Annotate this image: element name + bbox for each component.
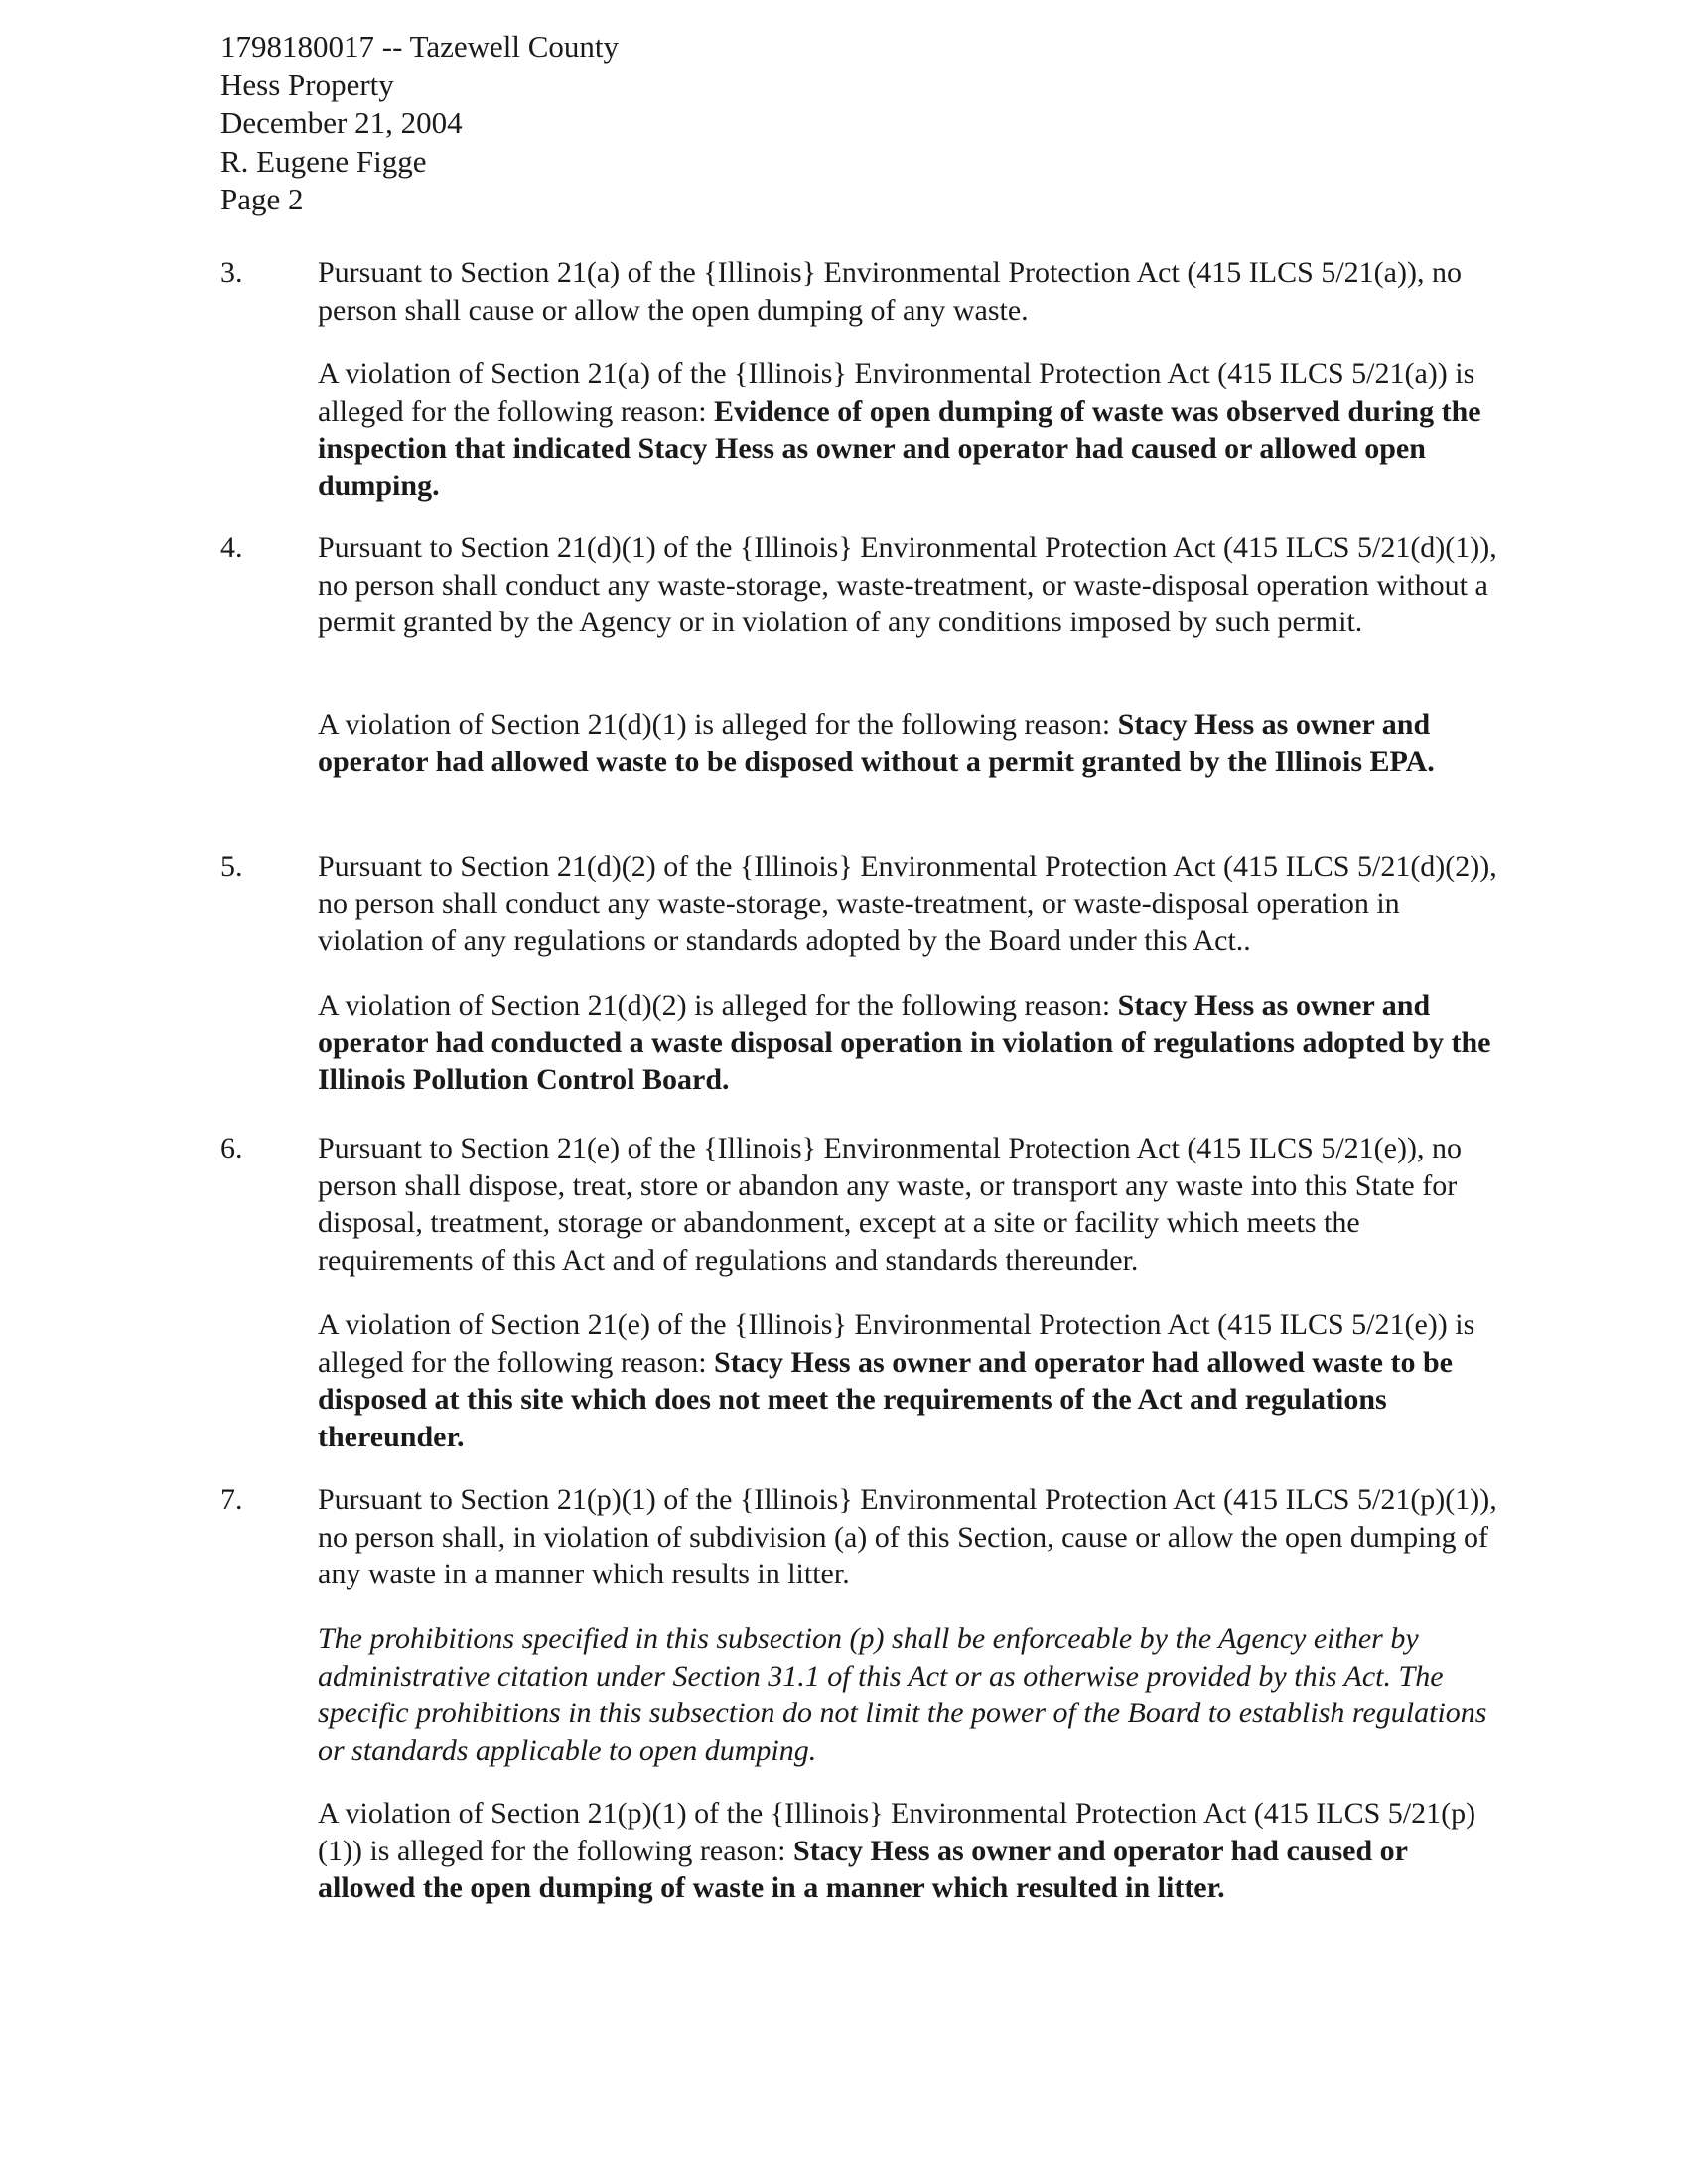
- violation-intro: A violation of Section 21(e) of the {Illinois} Environmental Protection Act (415 ILCS 5/21(e)) is alleged for the following reason:: [318, 1308, 1475, 1379]
- item-number: 4.: [220, 531, 243, 564]
- violation-reason: Stacy Hess as owner and operator had conducted a waste disposal operation in violation of regulations adopted by the Illinois Pollution Control Board.: [318, 989, 1491, 1096]
- italic-note: The prohibitions specified in this subsection (p) shall be enforceable by the Agency either by administrative citation under Section 31.1 of this Act or as otherwise provided by this Act. The specific prohibitions in this subsection do not limit the power of the Board to establish regulations or standards applicable to open dumping.: [318, 1622, 1487, 1767]
- violation-reason: Evidence of open dumping of waste was observed during the inspection that indicated Stacy Hess as owner and operator had caused or allowed open dumping.: [318, 394, 1481, 502]
- header-file-number: 1798180017 -- Tazewell County: [220, 29, 620, 64]
- item-number: 6.: [220, 1132, 243, 1164]
- item-number: 3.: [220, 256, 243, 289]
- violation-paragraph: [318, 355, 1509, 504]
- violation-reason: Stacy Hess as owner and operator had allowed waste to be disposed without a permit granted by the Illinois EPA.: [318, 708, 1435, 778]
- violation-paragraph: [318, 1795, 1509, 1907]
- violation-paragraph: [318, 1306, 1509, 1455]
- violation-paragraph: [318, 706, 1509, 780]
- header-date: December 21, 2004: [220, 105, 463, 140]
- letter-header: [220, 28, 619, 219]
- violation-intro: A violation of Section 21(p)(1) of the {Illinois} Environmental Protection Act (415 ILCS 5/21(p)(1)) is alleged for the following reason:: [318, 1797, 1476, 1867]
- statute-paragraph: [318, 254, 1509, 329]
- statute-text: Pursuant to Section 21(d)(2) of the {Illinois} Environmental Protection Act (415 ILCS 5/21(d)(2)), no person shall conduct any waste-storage, waste-treatment, or waste-disposal operation in violation of any regulations or standards adopted by the Board under this Act..: [318, 850, 1497, 957]
- statute-paragraph: [318, 1481, 1509, 1593]
- statute-text: Pursuant to Section 21(a) of the {Illinois} Environmental Protection Act (415 ILCS 5/21(a)), no person shall cause or allow the open dumping of any waste.: [318, 256, 1462, 327]
- statute-text: Pursuant to Section 21(p)(1) of the {Illinois} Environmental Protection Act (415 ILCS 5/21(p)(1)), no person shall, in violation of subdivision (a) of this Section, cause or allow the open dumping of any waste in a manner which results in litter.: [318, 1483, 1497, 1590]
- statute-paragraph: [318, 1130, 1509, 1279]
- header-property: Hess Property: [220, 67, 394, 102]
- item-number: 7.: [220, 1483, 243, 1516]
- violation-intro: A violation of Section 21(d)(1) is alleged for the following reason:: [318, 708, 1118, 741]
- italic-note-paragraph: [318, 1620, 1509, 1769]
- statute-text: Pursuant to Section 21(d)(1) of the {Illinois} Environmental Protection Act (415 ILCS 5/21(d)(1)), no person shall conduct any waste-storage, waste-treatment, or waste-disposal operation without a permit granted by the Agency or in violation of any conditions imposed by such permit.: [318, 531, 1497, 638]
- violation-reason: Stacy Hess as owner and operator had allowed waste to be disposed at this site which does not meet the requirements of the Act and regulations thereunder.: [318, 1345, 1453, 1453]
- item-number: 5.: [220, 850, 243, 883]
- violation-intro: A violation of Section 21(d)(2) is alleged for the following reason:: [318, 989, 1118, 1022]
- violation-reason: Stacy Hess as owner and operator had caused or allowed the open dumping of waste in a manner which resulted in litter.: [318, 1834, 1408, 1904]
- violation-intro: A violation of Section 21(a) of the {Illinois} Environmental Protection Act (415 ILCS 5/21(a)) is alleged for the following reason:: [318, 357, 1475, 428]
- header-page-number: Page 2: [220, 182, 304, 216]
- statute-text: Pursuant to Section 21(e) of the {Illinois} Environmental Protection Act (415 ILCS 5/21(e)), no person shall dispose, treat, store or abandon any waste, or transport any waste into this State for disposal, treatment, storage or abandonment, except at a site or facility which meets the requirements of this Act and of regulations and standards thereunder.: [318, 1132, 1462, 1277]
- statute-paragraph: [318, 529, 1509, 641]
- header-recipient: R. Eugene Figge: [220, 143, 427, 179]
- violation-paragraph: [318, 987, 1509, 1099]
- statute-paragraph: [318, 848, 1509, 960]
